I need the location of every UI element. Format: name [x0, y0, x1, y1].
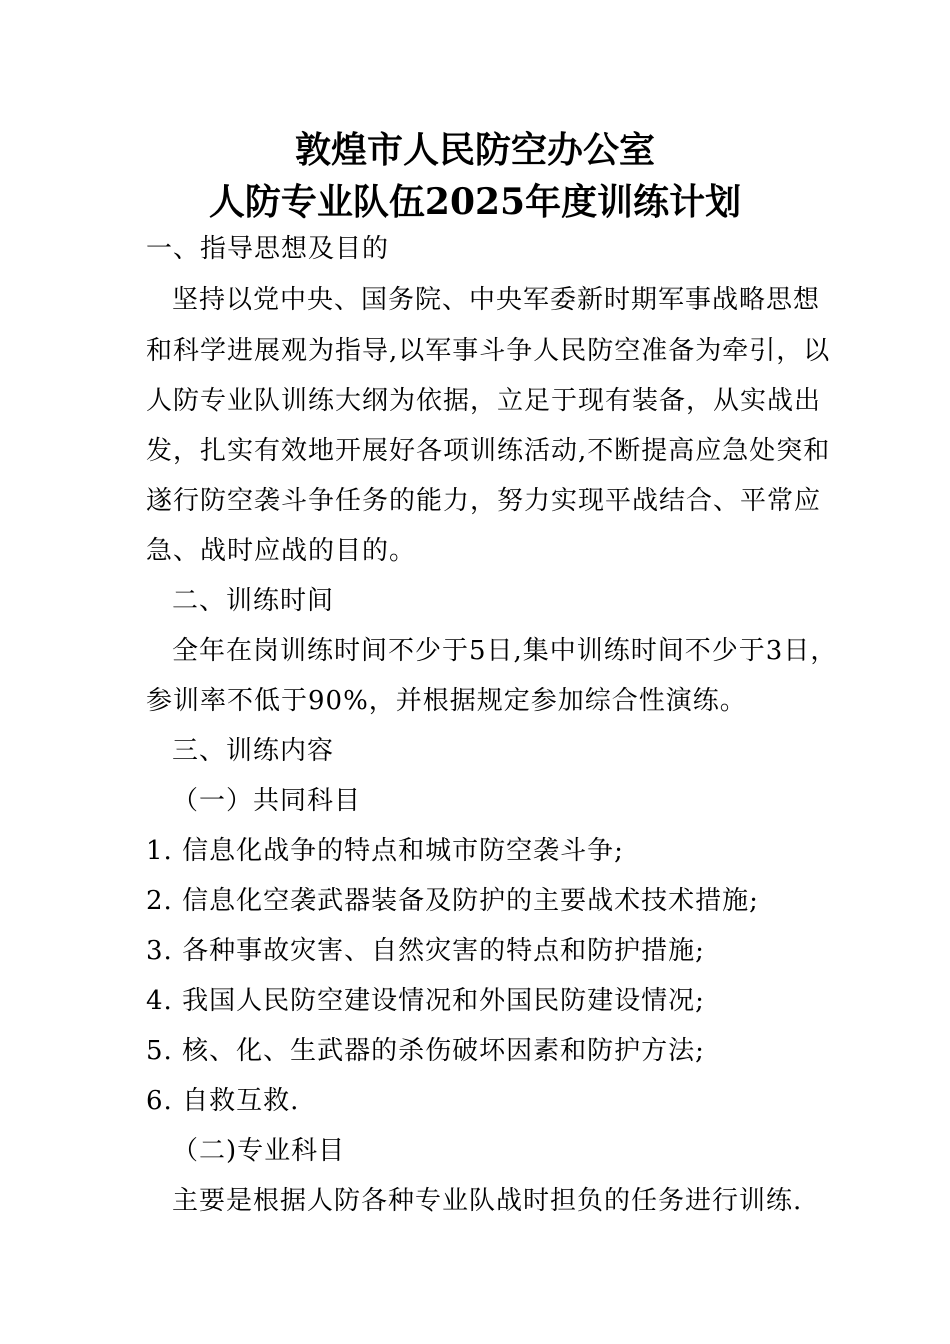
- subsection2-body: 主要是根据人防各种专业队战时担负的任务进行训练.: [172, 1186, 803, 1216]
- section2-heading: 二、训练时间: [172, 586, 335, 616]
- section2-line: 参训率不低于90%，并根据规定参加综合性演练。: [146, 686, 747, 716]
- section1-line: 遂行防空袭斗争任务的能力，努力实现平战结合、平常应: [146, 486, 822, 516]
- section1-line: 人防专业队训练大纲为依据，立足于现有装备，从实战出: [146, 386, 822, 416]
- list-item: 3. 各种事故灾害、自然灾害的特点和防护措施;: [146, 936, 705, 966]
- subsection1-heading: （一）共同科目: [172, 786, 362, 816]
- list-item: 6. 自救互救.: [146, 1086, 300, 1116]
- list-item: 2. 信息化空袭武器装备及防护的主要战术技术措施;: [146, 886, 759, 916]
- section1-line: 发，扎实有效地开展好各项训练活动,不断提高应急处突和: [146, 436, 831, 466]
- section1-line: 坚持以党中央、国务院、中央军委新时期军事战略思想: [172, 285, 821, 315]
- section3-heading: 三、训练内容: [172, 736, 335, 766]
- document-title-line2: 人防专业队伍2025年度训练计划: [208, 181, 742, 223]
- document-title-line1: 敦煌市人民防空办公室: [294, 129, 655, 171]
- list-item: 5. 核、化、生武器的杀伤破坏因素和防护方法;: [146, 1036, 705, 1066]
- section1-heading: 一、指导思想及目的: [146, 234, 390, 264]
- section2-line: 全年在岗训练时间不少于5日,集中训练时间不少于3日，: [172, 636, 838, 666]
- section1-line: 急、战时应战的目的。: [146, 536, 417, 566]
- list-item: 4. 我国人民防空建设情况和外国民防建设情况;: [146, 986, 705, 1016]
- subsection2-heading: （二)专业科目: [172, 1136, 346, 1166]
- list-item: 1. 信息化战争的特点和城市防空袭斗争;: [146, 836, 624, 866]
- section1-line: 和科学进展观为指导,以军事斗争人民防空准备为牵引，以: [146, 336, 831, 366]
